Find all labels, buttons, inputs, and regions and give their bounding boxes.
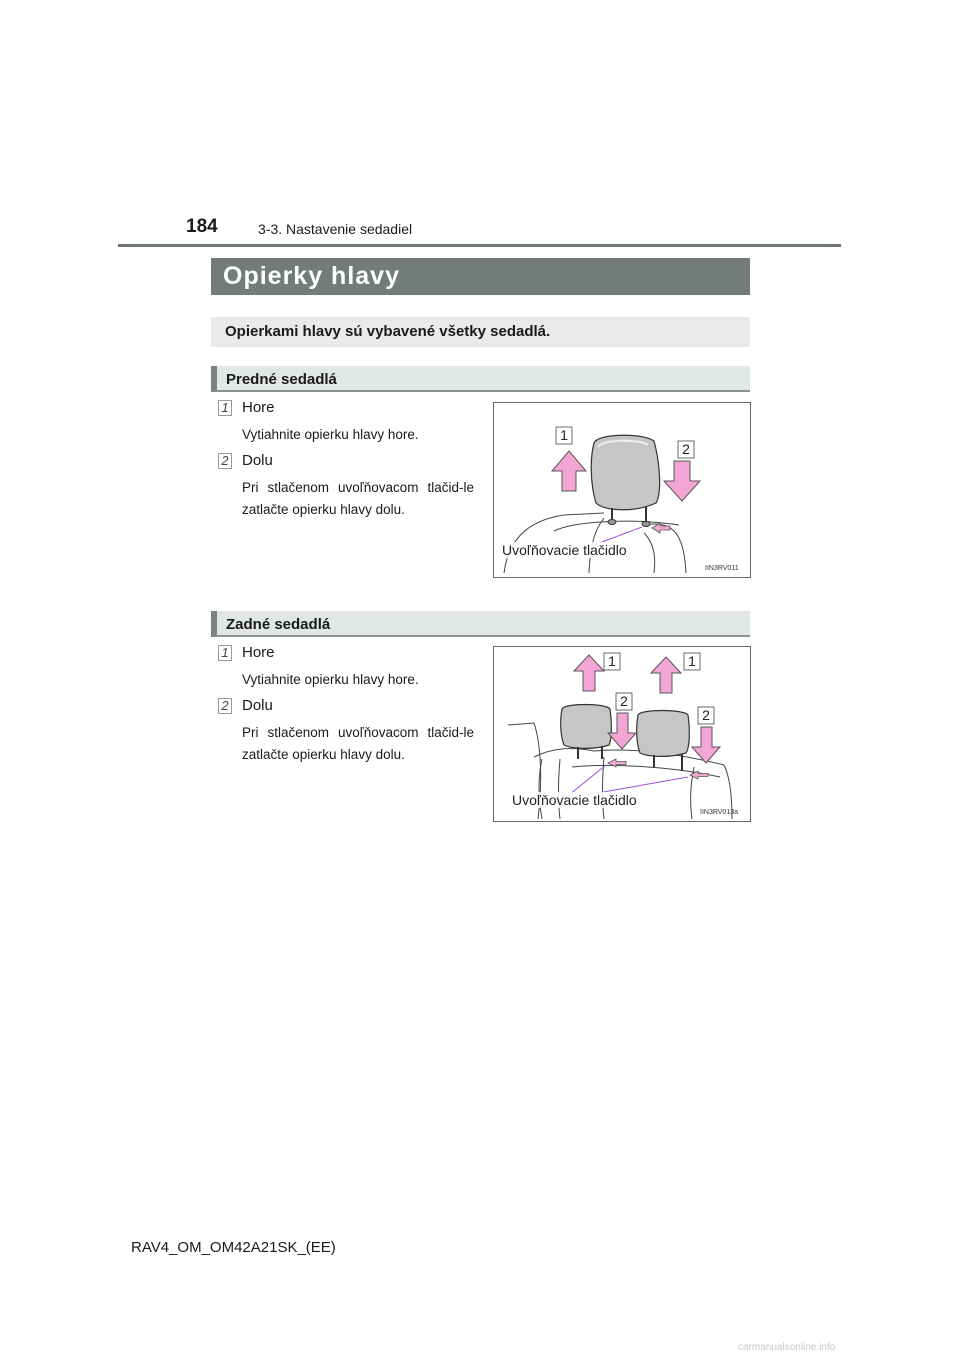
figure-marker-2: 2 (682, 441, 690, 457)
figure-code: IIN3RV011 (705, 565, 739, 572)
step-number-badge: 2 (218, 698, 232, 714)
page-number: 184 (186, 216, 218, 237)
document-code: RAV4_OM_OM42A21SK_(EE) (131, 1239, 336, 1256)
front-headrest-illustration (493, 402, 751, 578)
intro-text: Opierkami hlavy sú vybavené všetky sedadlá. (211, 317, 750, 347)
step-title-down: Dolu (242, 697, 273, 714)
figure-marker-2: 2 (702, 707, 710, 723)
chapter-title: 3-3. Nastavenie sedadiel (258, 221, 413, 237)
figure-marker-2: 2 (620, 693, 628, 709)
step-number-badge: 1 (218, 645, 232, 661)
watermark: carmanualsonline.info (738, 1342, 836, 1353)
release-button-label: Uvoľňovacie tlačidlo (512, 792, 637, 808)
step-description-down: Pri stlačenom uvoľňovacom tlačid-le zatlačte opierku hlavy dolu. (242, 725, 474, 762)
figure-marker-1: 1 (608, 653, 616, 669)
step-title-down: Dolu (242, 452, 273, 469)
header-divider (118, 244, 841, 247)
figure-marker-1: 1 (688, 653, 696, 669)
release-button-label: Uvoľňovacie tlačidlo (502, 542, 627, 558)
step-description-up: Vytiahnite opierku hlavy hore. (242, 672, 419, 687)
step-description-down: Pri stlačenom uvoľňovacom tlačid-le zatlačte opierku hlavy dolu. (242, 480, 474, 517)
page-title: Opierky hlavy (211, 258, 750, 295)
step-title-up: Hore (242, 644, 275, 661)
step-number-badge: 2 (218, 453, 232, 469)
section-heading-rear: Zadné sedadlá (211, 611, 750, 637)
figure-code: IIN3RV013a (700, 809, 739, 816)
figure-marker-1: 1 (560, 427, 568, 443)
section-heading-front: Predné sedadlá (211, 366, 750, 392)
rear-headrest-illustration (493, 646, 751, 822)
step-title-up: Hore (242, 399, 275, 416)
step-number-badge: 1 (218, 400, 232, 416)
step-description-up: Vytiahnite opierku hlavy hore. (242, 427, 419, 442)
